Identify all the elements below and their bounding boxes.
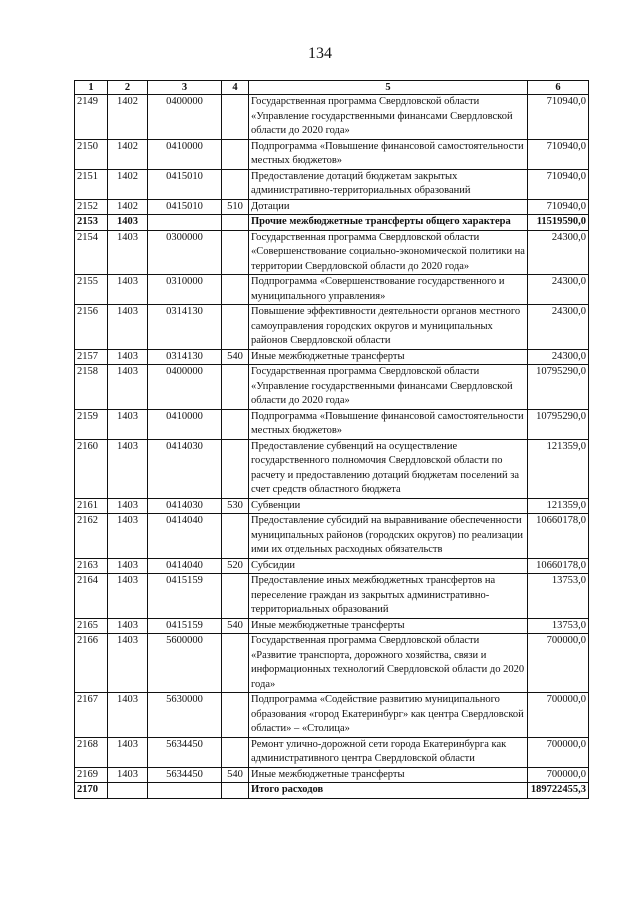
amount-cell: 700000,0	[528, 767, 589, 783]
amount-cell: 710940,0	[528, 139, 589, 169]
row-number-cell: 2149	[75, 95, 108, 140]
row-number-cell: 2169	[75, 767, 108, 783]
section-code-cell: 1402	[108, 95, 148, 140]
expense-type-cell: 540	[222, 618, 249, 634]
target-code-cell: 0414040	[148, 514, 222, 559]
target-code-cell: 0310000	[148, 275, 222, 305]
table-row	[75, 275, 589, 305]
expense-type-cell	[222, 139, 249, 169]
row-number-cell: 2161	[75, 498, 108, 514]
row-number-cell: 2154	[75, 230, 108, 275]
amount-cell: 189722455,3	[528, 783, 589, 799]
expense-type-cell: 510	[222, 199, 249, 215]
amount-cell: 24300,0	[528, 305, 589, 350]
section-code-cell: 1403	[108, 349, 148, 365]
table-row	[75, 230, 589, 275]
expense-type-cell: 540	[222, 349, 249, 365]
target-code-cell: 5630000	[148, 693, 222, 738]
table-row	[75, 783, 589, 799]
target-code-cell: 5600000	[148, 634, 222, 693]
section-code-cell: 1403	[108, 305, 148, 350]
header-col-4: 4	[222, 81, 249, 95]
section-code-cell: 1403	[108, 439, 148, 498]
expense-type-cell	[222, 783, 249, 799]
table-row	[75, 439, 589, 498]
item-name-cell: Предоставление субвенций на осуществление государственного полномочия Свердловской области по расчету и предоставлению дотаций бюджетам поселений за счет средств областного бюджета	[249, 439, 528, 498]
expense-type-cell	[222, 275, 249, 305]
amount-cell: 24300,0	[528, 230, 589, 275]
section-code-cell: 1403	[108, 693, 148, 738]
item-name-cell: Предоставление иных межбюджетных трансфертов на переселение граждан из закрытых административно-территориальных образований	[249, 574, 528, 619]
item-name-cell: Подпрограмма «Содействие развитию муниципального образования «город Екатеринбург» как центра Свердловской области» – «Столица»	[249, 693, 528, 738]
table-header-row	[75, 81, 589, 95]
target-code-cell: 5634450	[148, 767, 222, 783]
expense-type-cell: 520	[222, 558, 249, 574]
header-col-5: 5	[249, 81, 528, 95]
item-name-cell: Субвенции	[249, 498, 528, 514]
amount-cell: 24300,0	[528, 349, 589, 365]
page-number: 134	[308, 45, 332, 62]
header-col-6: 6	[528, 81, 589, 95]
target-code-cell: 0415010	[148, 199, 222, 215]
expense-type-cell	[222, 439, 249, 498]
expense-type-cell	[222, 409, 249, 439]
table-row	[75, 365, 589, 410]
amount-cell: 710940,0	[528, 199, 589, 215]
target-code-cell: 0415159	[148, 618, 222, 634]
target-code-cell: 0314130	[148, 305, 222, 350]
target-code-cell: 0400000	[148, 95, 222, 140]
item-name-cell: Дотации	[249, 199, 528, 215]
header-col-1: 1	[75, 81, 108, 95]
row-number-cell: 2166	[75, 634, 108, 693]
item-name-cell: Государственная программа Свердловской области «Управление государственными финансами Свердловской области до 2020 года»	[249, 95, 528, 140]
expense-type-cell	[222, 95, 249, 140]
table-row	[75, 618, 589, 634]
section-code-cell: 1403	[108, 275, 148, 305]
table-row	[75, 199, 589, 215]
target-code-cell: 0414030	[148, 439, 222, 498]
row-number-cell: 2159	[75, 409, 108, 439]
section-code-cell: 1403	[108, 618, 148, 634]
table-row	[75, 139, 589, 169]
amount-cell: 13753,0	[528, 574, 589, 619]
item-name-cell: Повышение эффективности деятельности органов местного самоуправления городских округов и муниципальных районов Свердловской области	[249, 305, 528, 350]
table-row	[75, 349, 589, 365]
row-number-cell: 2162	[75, 514, 108, 559]
section-code-cell: 1402	[108, 139, 148, 169]
table-row	[75, 558, 589, 574]
section-code-cell: 1402	[108, 169, 148, 199]
item-name-cell: Государственная программа Свердловской области «Развитие транспорта, дорожного хозяйства, связи и информационных технологий Свердловской области до 2020 года»	[249, 634, 528, 693]
header-col-3: 3	[148, 81, 222, 95]
item-name-cell: Иные межбюджетные трансферты	[249, 767, 528, 783]
expense-type-cell	[222, 215, 249, 231]
expense-type-cell	[222, 737, 249, 767]
row-number-cell: 2170	[75, 783, 108, 799]
section-code-cell: 1403	[108, 215, 148, 231]
table-row	[75, 737, 589, 767]
amount-cell: 700000,0	[528, 634, 589, 693]
section-code-cell	[108, 783, 148, 799]
section-code-cell: 1403	[108, 767, 148, 783]
row-number-cell: 2151	[75, 169, 108, 199]
section-code-cell: 1403	[108, 365, 148, 410]
expense-type-cell	[222, 169, 249, 199]
amount-cell: 700000,0	[528, 693, 589, 738]
table-row	[75, 169, 589, 199]
target-code-cell: 0415010	[148, 169, 222, 199]
amount-cell: 10795290,0	[528, 409, 589, 439]
expense-type-cell	[222, 305, 249, 350]
item-name-cell: Субсидии	[249, 558, 528, 574]
expense-type-cell	[222, 514, 249, 559]
row-number-cell: 2153	[75, 215, 108, 231]
row-number-cell: 2165	[75, 618, 108, 634]
item-name-cell: Итого расходов	[249, 783, 528, 799]
item-name-cell: Иные межбюджетные трансферты	[249, 618, 528, 634]
amount-cell: 710940,0	[528, 95, 589, 140]
table-row	[75, 767, 589, 783]
row-number-cell: 2152	[75, 199, 108, 215]
item-name-cell: Ремонт улично-дорожной сети города Екатеринбурга как административного центра Свердловской области	[249, 737, 528, 767]
target-code-cell	[148, 783, 222, 799]
row-number-cell: 2164	[75, 574, 108, 619]
target-code-cell: 0410000	[148, 139, 222, 169]
header-col-2: 2	[108, 81, 148, 95]
item-name-cell: Предоставление дотаций бюджетам закрытых административно-территориальных образований	[249, 169, 528, 199]
row-number-cell: 2160	[75, 439, 108, 498]
section-code-cell: 1403	[108, 558, 148, 574]
target-code-cell: 0414030	[148, 498, 222, 514]
table-row	[75, 215, 589, 231]
table-row	[75, 693, 589, 738]
table-row	[75, 95, 589, 140]
table-row	[75, 305, 589, 350]
section-code-cell: 1403	[108, 230, 148, 275]
item-name-cell: Подпрограмма «Совершенствование государственного и муниципального управления»	[249, 275, 528, 305]
amount-cell: 121359,0	[528, 439, 589, 498]
section-code-cell: 1403	[108, 514, 148, 559]
expenditure-table	[74, 80, 589, 799]
row-number-cell: 2156	[75, 305, 108, 350]
expense-type-cell	[222, 693, 249, 738]
table-row	[75, 514, 589, 559]
target-code-cell	[148, 215, 222, 231]
row-number-cell: 2158	[75, 365, 108, 410]
amount-cell: 700000,0	[528, 737, 589, 767]
section-code-cell: 1403	[108, 498, 148, 514]
item-name-cell: Подпрограмма «Повышение финансовой самостоятельности местных бюджетов»	[249, 139, 528, 169]
target-code-cell: 0314130	[148, 349, 222, 365]
item-name-cell: Прочие межбюджетные трансферты общего характера	[249, 215, 528, 231]
section-code-cell: 1403	[108, 634, 148, 693]
table-row	[75, 409, 589, 439]
expense-type-cell	[222, 574, 249, 619]
item-name-cell: Предоставление субсидий на выравнивание обеспеченности муниципальных районов (городских округов) по реализации ими их отдельных расходных обязательств	[249, 514, 528, 559]
amount-cell: 710940,0	[528, 169, 589, 199]
target-code-cell: 0415159	[148, 574, 222, 619]
amount-cell: 24300,0	[528, 275, 589, 305]
amount-cell: 13753,0	[528, 618, 589, 634]
row-number-cell: 2155	[75, 275, 108, 305]
target-code-cell: 5634450	[148, 737, 222, 767]
amount-cell: 10660178,0	[528, 514, 589, 559]
section-code-cell: 1403	[108, 409, 148, 439]
amount-cell: 11519590,0	[528, 215, 589, 231]
item-name-cell: Государственная программа Свердловской области «Управление государственными финансами Свердловской области до 2020 года»	[249, 365, 528, 410]
amount-cell: 10660178,0	[528, 558, 589, 574]
target-code-cell: 0300000	[148, 230, 222, 275]
section-code-cell: 1402	[108, 199, 148, 215]
target-code-cell: 0414040	[148, 558, 222, 574]
expense-type-cell: 540	[222, 767, 249, 783]
expense-type-cell	[222, 230, 249, 275]
row-number-cell: 2157	[75, 349, 108, 365]
section-code-cell: 1403	[108, 737, 148, 767]
row-number-cell: 2150	[75, 139, 108, 169]
amount-cell: 10795290,0	[528, 365, 589, 410]
table-row	[75, 498, 589, 514]
table-row	[75, 634, 589, 693]
row-number-cell: 2167	[75, 693, 108, 738]
amount-cell: 121359,0	[528, 498, 589, 514]
target-code-cell: 0400000	[148, 365, 222, 410]
expense-type-cell: 530	[222, 498, 249, 514]
row-number-cell: 2168	[75, 737, 108, 767]
item-name-cell: Государственная программа Свердловской области «Совершенствование социально-экономической политики на территории Свердловской области до 2020 года»	[249, 230, 528, 275]
table-body	[75, 95, 589, 799]
item-name-cell: Иные межбюджетные трансферты	[249, 349, 528, 365]
item-name-cell: Подпрограмма «Повышение финансовой самостоятельности местных бюджетов»	[249, 409, 528, 439]
expense-type-cell	[222, 365, 249, 410]
table-row	[75, 574, 589, 619]
row-number-cell: 2163	[75, 558, 108, 574]
section-code-cell: 1403	[108, 574, 148, 619]
target-code-cell: 0410000	[148, 409, 222, 439]
expense-type-cell	[222, 634, 249, 693]
